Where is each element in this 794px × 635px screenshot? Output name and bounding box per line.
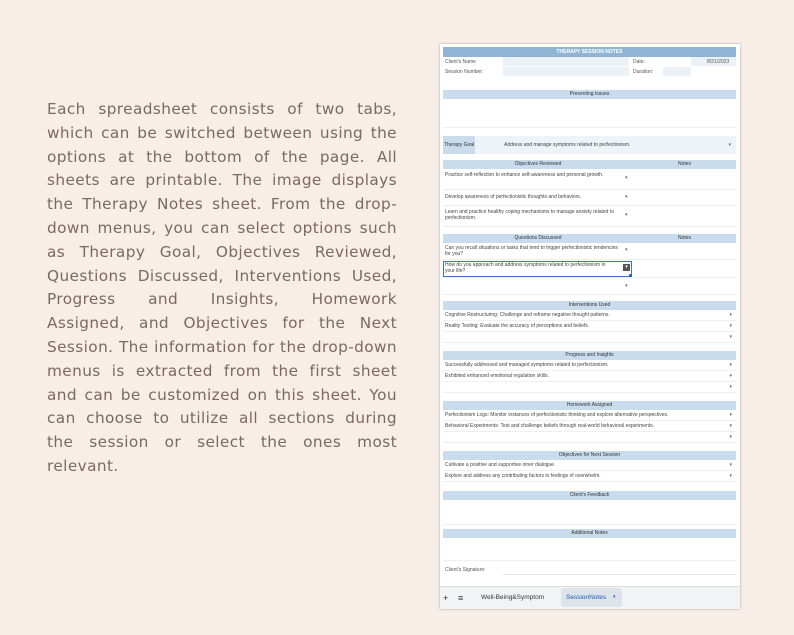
menu-icon[interactable]: ≡ <box>458 593 464 603</box>
tab-dropdown-icon[interactable]: ▾ <box>613 594 616 600</box>
presenting-issues-header: Presenting Issues <box>443 90 736 99</box>
dropdown-arrow-icon[interactable]: ▾ <box>729 423 732 429</box>
homework-assigned-header: Homework Assigned <box>443 401 736 410</box>
dropdown-arrow-icon[interactable]: ▾ <box>729 412 732 418</box>
client-name-label: Client's Name <box>445 59 476 65</box>
progress-item[interactable]: Successfully addressed and managed symptoms related to perfectionism. ▾ <box>443 360 736 371</box>
dropdown-arrow-icon[interactable]: ▾ <box>729 473 732 479</box>
homework-item[interactable] <box>443 432 736 443</box>
client-signature-field[interactable] <box>503 565 736 575</box>
next-objective-item[interactable]: Cultivate a positive and supportive inner dialogue. ▾ <box>443 460 736 471</box>
dropdown-arrow-icon[interactable]: ▾ <box>625 283 628 289</box>
session-number-field[interactable] <box>503 67 629 76</box>
homework-item[interactable]: Perfectionism Logs: Monitor instances of perfectionistic thinking and explore alternative perspectives. ▾ <box>443 410 736 421</box>
client-feedback-header: Client's Feedback <box>443 491 736 500</box>
intervention-item[interactable]: Reality Testing: Evaluate the accuracy of perceptions and beliefs. ▾ <box>443 321 736 332</box>
next-objective-item[interactable]: Explore and address any contributing factors to feelings of overwhelm. ▾ <box>443 471 736 482</box>
client-feedback-field[interactable] <box>443 500 736 525</box>
tab-session-notes[interactable] <box>561 588 622 607</box>
dropdown-arrow-icon[interactable]: ▾ <box>729 462 732 468</box>
fill-handle[interactable] <box>629 274 632 277</box>
dropdown-arrow-icon[interactable]: ▾ <box>625 247 628 253</box>
progress-insights-header: Progress and Insights <box>443 351 736 360</box>
questions-discussed-header: Questions Discussed Notes <box>443 234 736 243</box>
question-item[interactable]: Can you recall situations or tasks that tend to trigger perfectionistic tendencies for you? ▾ <box>443 243 736 260</box>
session-number-row <box>443 67 736 77</box>
dropdown-arrow-icon[interactable]: ▾ <box>625 194 628 200</box>
tab-session-notes-label: SessionNotes <box>566 594 607 601</box>
interventions-used-header: Interventions Used <box>443 301 736 310</box>
dropdown-arrow-icon[interactable]: ▾ <box>729 312 732 318</box>
question-item[interactable] <box>443 278 736 295</box>
spreadsheet-preview <box>440 44 740 609</box>
presenting-issues-field[interactable] <box>443 99 736 128</box>
progress-item[interactable] <box>443 382 736 393</box>
duration-field[interactable] <box>663 67 691 76</box>
tab-well-being-symptom[interactable]: Well-Being&Symptom <box>481 594 545 601</box>
date-value: 8/21/2023 <box>707 59 730 65</box>
dropdown-arrow-icon[interactable]: ▾ <box>729 434 732 440</box>
description-text: Each spreadsheet consists of two tabs, which can be switched between using the options at the bottom of the page. All sheets are printable. The image displays the Therapy Notes sheet. From the drop-down menus, you can select options such as Therapy Goal, Objectives Reviewed, Questions Discussed, Interventions Used, Progress and Insights, Homework Assigned, and Objectives for the Next Session. The information for the drop-down menus is extracted from the first sheet and can be customized on this sheet. You can choose to utilize all sections during the session or select the ones most relevant. <box>47 100 397 475</box>
client-signature-row <box>443 565 736 575</box>
dropdown-arrow-icon[interactable]: ▾ <box>729 334 732 340</box>
progress-item[interactable]: Exhibited enhanced emotional regulation skills. ▾ <box>443 371 736 382</box>
therapy-goal-value: Address and manage symptoms related to perfectionism. <box>504 142 631 148</box>
dropdown-arrow-icon[interactable]: ▾ <box>729 323 732 329</box>
additional-notes-field[interactable] <box>443 538 736 561</box>
objectives-next-header: Objectives for Next Session <box>443 451 736 460</box>
therapy-goal-label: Therapy Goal <box>443 136 475 154</box>
intervention-item[interactable]: Cognitive Restructuring: Challenge and reframe negative thought patterns. ▾ <box>443 310 736 321</box>
session-number-label: Session Number: <box>445 69 484 75</box>
dropdown-arrow-icon[interactable]: ▾ <box>728 142 731 148</box>
plus-icon[interactable]: + <box>443 593 449 603</box>
objectives-reviewed-header: Objectives Reviewed Notes <box>443 160 736 169</box>
client-name-field[interactable] <box>503 57 629 66</box>
dropdown-button-icon[interactable]: ▾ <box>623 264 630 271</box>
client-signature-label: Client's Signature: <box>445 567 486 573</box>
intervention-item[interactable] <box>443 332 736 343</box>
dropdown-arrow-icon[interactable]: ▾ <box>729 373 732 379</box>
question-item-selected[interactable]: How do you approach and address symptoms related to perfectionism in your life? ▾ <box>443 260 736 278</box>
homework-item[interactable]: Behavioral Experiments: Test and challenge beliefs through real-world behavioral experiments. ▾ <box>443 421 736 432</box>
objective-item[interactable]: Learn and practice healthy coping mechanisms to manage anxiety related to perfectionism. ▾ <box>443 206 736 227</box>
sheet-tab-bar <box>440 586 740 609</box>
sheet-title: THERAPY SESSION NOTES <box>443 47 736 57</box>
therapy-goal-row[interactable] <box>443 136 736 154</box>
dropdown-arrow-icon[interactable]: ▾ <box>729 384 732 390</box>
objective-item[interactable]: Develop awareness of perfectionistic thoughts and behaviors. ▾ <box>443 190 736 206</box>
client-name-row <box>443 57 736 67</box>
dropdown-arrow-icon[interactable]: ▾ <box>625 212 628 218</box>
additional-notes-header: Additional Notes <box>443 529 736 538</box>
duration-label: Duration: <box>633 69 654 75</box>
date-label: Date: <box>633 59 645 65</box>
dropdown-arrow-icon[interactable]: ▾ <box>625 175 628 181</box>
dropdown-arrow-icon[interactable]: ▾ <box>729 362 732 368</box>
objective-item[interactable]: Practice self-reflection to enhance self-awareness and personal growth. ▾ <box>443 169 736 190</box>
